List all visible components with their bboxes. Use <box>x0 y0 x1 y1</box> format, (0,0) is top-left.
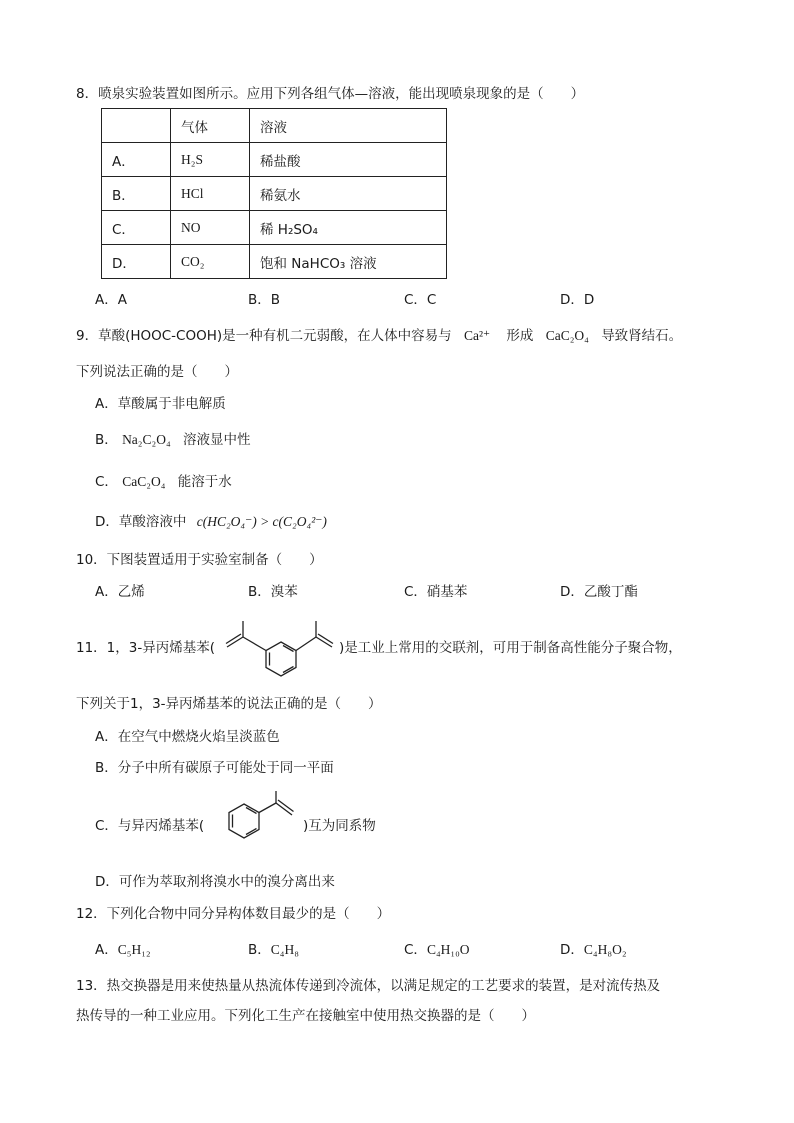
q9-option-c[interactable] <box>95 470 232 490</box>
row-gas: H₂S <box>171 143 250 177</box>
row-solution: 稀 H₂SO₄ <box>250 211 447 245</box>
q12-option-c[interactable] <box>404 938 470 958</box>
sodium-oxalate: Na₂C₂O₄ <box>122 432 171 447</box>
q13-line1: 13．热交换器是用来使热量从热流体传递到冷流体，以满足规定的工艺要求的装置，是对流传热及 <box>76 978 661 994</box>
left-isopropenyl <box>243 637 266 651</box>
table-row <box>102 143 447 177</box>
table-header-blank <box>102 109 171 143</box>
q9-stem <box>76 324 682 344</box>
row-gas: CO₂ <box>171 245 250 279</box>
q11-option-a[interactable]: A．在空气中燃烧火焰呈淡蓝色 <box>95 729 280 745</box>
q12-option-a[interactable] <box>95 938 151 958</box>
option-text: 溶液显中性 <box>182 432 251 448</box>
q10-option-b[interactable]: B．溴苯 <box>248 584 298 600</box>
concentration-expression: c(HC₂O₄⁻) > c(C₂O₄²⁻) <box>196 514 327 529</box>
row-label: D． <box>102 245 171 279</box>
table-row <box>102 177 447 211</box>
q10-option-d[interactable]: D．乙酸丁酯 <box>560 584 638 600</box>
q11-stem-b: )是工业上常用的交联剂，可用于制备高性能分子聚合物， <box>339 640 682 656</box>
option-formula: C₄H₁₀O <box>426 942 470 957</box>
q11-option-c-b: )互为同系物 <box>303 818 376 834</box>
q11-stem-a: 11．1，3-异丙烯基苯( <box>76 640 215 656</box>
option-text: 能溶于水 <box>177 474 232 490</box>
q9-option-d[interactable] <box>95 510 327 530</box>
row-label: A． <box>102 143 171 177</box>
option-label: B． <box>95 432 118 448</box>
right-isopropenyl <box>296 637 316 651</box>
q9-stem-c: 导致肾结石。 <box>601 328 683 344</box>
q11-option-c-a[interactable]: C．与异丙烯基苯( <box>95 818 205 834</box>
table-row <box>102 211 447 245</box>
q9-option-b[interactable] <box>95 428 250 448</box>
row-label: C． <box>102 211 171 245</box>
q10-option-c[interactable]: C．硝基苯 <box>404 584 468 600</box>
option-formula: C₄H₈O₂ <box>583 942 627 957</box>
q8-option-d[interactable]: D．D <box>560 292 595 308</box>
row-gas: NO <box>171 211 250 245</box>
benzene-ring <box>229 804 259 838</box>
q8-option-a[interactable]: A．A <box>95 292 127 308</box>
q8-option-b[interactable]: B．B <box>248 292 281 308</box>
q12-stem: 12．下列化合物中同分异构体数目最少的是（ ） <box>76 906 391 922</box>
table-header-gas: 气体 <box>171 109 250 143</box>
q9-option-a[interactable]: A．草酸属于非电解质 <box>95 396 226 412</box>
option-formula: C₄H₈ <box>270 942 299 957</box>
option-label: D． <box>560 942 584 958</box>
q8-option-c[interactable]: C．C <box>404 292 437 308</box>
isopropenylbenzene-structure <box>214 790 304 850</box>
q10-stem: 10．下图装置适用于实验室制备（ ） <box>76 552 323 568</box>
calcium-oxalate: CaC₂O₄ <box>545 328 589 343</box>
option-formula: C₅H₁₂ <box>117 942 151 957</box>
row-solution: 饱和 NaHCO₃ 溶液 <box>250 245 447 279</box>
table-header-solution: 溶液 <box>250 109 447 143</box>
q9-stem-a: 9．草酸(HOOC-COOH)是一种有机二元弱酸，在人体中容易与 <box>76 328 452 344</box>
option-label: C． <box>404 942 427 958</box>
q9-stem-line2: 下列说法正确的是（ ） <box>76 364 238 380</box>
q10-option-a[interactable]: A．乙烯 <box>95 584 145 600</box>
option-label: A． <box>95 942 118 958</box>
table-row <box>102 245 447 279</box>
calcium-oxalate: CaC₂O₄ <box>122 474 166 489</box>
q8-stem: 8．喷泉实验装置如图所示。应用下列各组气体—溶液，能出现喷泉现象的是（ ） <box>76 86 585 102</box>
q12-option-b[interactable] <box>248 938 299 958</box>
q11-option-d[interactable]: D．可作为萃取剂将溴水中的溴分离出来 <box>95 874 335 890</box>
q12-option-d[interactable] <box>560 938 627 958</box>
row-solution: 稀盐酸 <box>250 143 447 177</box>
option-label: B． <box>248 942 271 958</box>
option-label: D．草酸溶液中 <box>95 514 187 530</box>
q9-stem-b: 形成 <box>506 328 534 344</box>
diisopropenylbenzene-structure <box>224 618 339 680</box>
row-gas: HCl <box>171 177 250 211</box>
calcium-ion: Ca²⁺ <box>463 328 491 343</box>
row-solution: 稀氨水 <box>250 177 447 211</box>
row-label: B． <box>102 177 171 211</box>
benzene-ring <box>266 642 296 676</box>
q11-option-b[interactable]: B．分子中所有碳原子可能处于同一平面 <box>95 760 334 776</box>
q13-line2: 热传导的一种工业应用。下列化工生产在接触室中使用热交换器的是（ ） <box>76 1008 535 1024</box>
q11-stem-line2: 下列关于1，3-异丙烯基苯的说法正确的是（ ） <box>76 696 382 712</box>
isopropenyl-group <box>259 803 276 813</box>
table-header-row <box>102 109 447 143</box>
option-label: C． <box>95 474 118 490</box>
q8-table <box>101 108 447 279</box>
